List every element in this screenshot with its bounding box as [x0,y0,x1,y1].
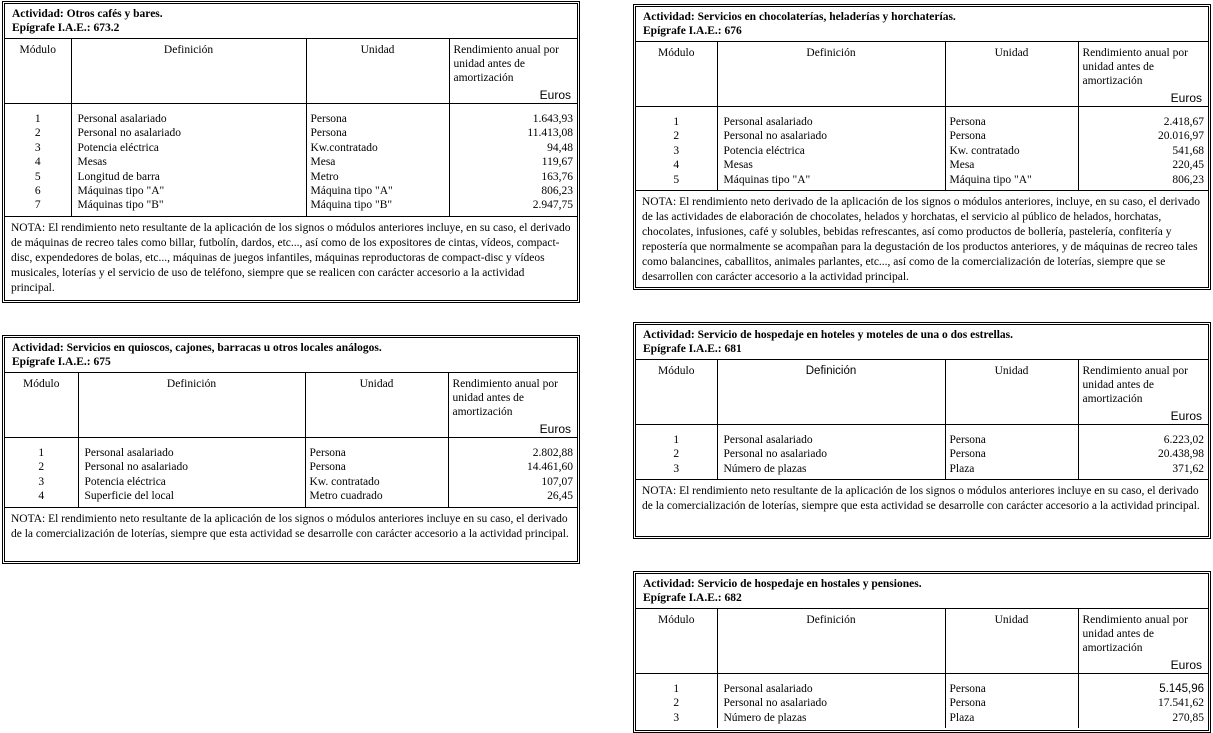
nota-text: NOTA: El rendimiento neto derivado de la aplicación de los signos o módulos anteriores, incluye, en su caso, el derivado de las actividades de elaboración de chocolates, helados y horchatas, el servicio al público de helados, horchatas, chocolates, infusiones, café y solubles, bebidas refrescantes, así como productos de bollería, pastelería, confitería y repostería que normalmente se acompañan para la degustación de los productos anteriores, y de máquinas de recreo tales como balancines, caballitos, animales parlantes, etc..., así como de la comercialización de loterías, siempre que se desarrollen con carácter accesorio a la actividad principal. [636,190,1208,289]
epigrafe-code: Epígrafe I.A.E.: 681 [643,343,742,355]
table-row [636,696,1208,710]
table-row [636,462,1208,479]
unidad-cell: Persona [945,425,1078,448]
modulo-cell: 1 [5,438,78,461]
valor-cell: 6.223,02 [1163,434,1204,446]
rendimiento-label: Rendimiento anual por unidad antes de amortización [452,378,558,418]
col-definicion: Definición [717,609,945,674]
nota-text: NOTA: El rendimiento neto resultante de la aplicación de los signos o módulos anteriores incluye en su caso, el derivado de la comercialización de loterías, siempre que esta actividad se desarrolle con carácter accesorio a la actividad principal. [636,479,1208,518]
unidad-cell: Persona [306,104,449,127]
col-unidad: Unidad [305,373,448,438]
table-row [5,475,577,489]
definicion-cell: Personal no asalariado [78,460,305,474]
unidad-cell: Persona [306,126,449,140]
euros-label: Euros [539,88,571,102]
definicion-cell: Máquinas tipo "A" [717,173,945,190]
valor-cell: 5.145,96 [1159,683,1204,695]
definicion-cell: Potencia eléctrica [78,475,305,489]
table-row [636,674,1208,697]
epigrafe-code: Epígrafe I.A.E.: 675 [12,356,111,368]
epigrafe-code: Epígrafe I.A.E.: 682 [643,592,742,604]
actividad-title: Actividad: Servicio de hospedaje en hoteles y moteles de una o dos estrellas. [643,329,1014,341]
col-unidad: Unidad [945,42,1078,107]
unidad-cell: Máquina tipo "A" [306,184,449,198]
definicion-cell: Máquinas tipo "B" [71,198,306,215]
col-rendimiento [1078,609,1208,674]
modulo-cell: 1 [636,107,717,130]
definicion-cell: Potencia eléctrica [71,141,306,155]
table-row [636,711,1208,728]
euros-label: Euros [1170,409,1202,423]
col-definicion: Definición [78,373,305,438]
unidad-cell: Kw. contratado [945,144,1078,158]
valor-cell: 371,62 [1172,462,1204,475]
unidad-cell: Persona [945,129,1078,143]
valor-cell: 163,76 [541,170,573,183]
valor-cell: 2.802,88 [532,447,573,459]
unidad-cell: Mesa [945,158,1078,172]
definicion-cell: Personal asalariado [71,104,306,127]
valor-cell: 541,68 [1172,144,1204,157]
valor-cell: 20.016,97 [1158,130,1204,143]
modulo-cell: 3 [636,711,717,728]
table-header [636,7,1208,42]
valor-cell: 17.541,62 [1158,697,1204,710]
definicion-cell: Número de plazas [717,711,945,728]
modules-table [5,39,577,216]
definicion-cell: Número de plazas [717,462,945,479]
rendimiento-label: Rendimiento anual por unidad antes de amortización [1082,47,1188,87]
table-673-2 [2,1,580,303]
table-row [5,489,577,506]
col-definicion: Definición [717,42,945,107]
modulo-cell: 2 [5,126,71,140]
unidad-cell: Kw. contratado [305,475,448,489]
modules-table [636,360,1208,479]
unidad-cell: Máquina tipo "B" [306,198,449,215]
modulo-cell: 3 [5,141,71,155]
rendimiento-label: Rendimiento anual por unidad antes de amortización [1082,365,1188,405]
euros-label: Euros [539,422,571,436]
modules-table [636,42,1208,190]
actividad-title: Actividad: Servicios en quioscos, cajones, barracas u otros locales análogos. [12,342,382,354]
definicion-cell: Potencia eléctrica [717,144,945,158]
definicion-cell: Personal no asalariado [717,129,945,143]
modulo-cell: 4 [5,155,71,169]
unidad-cell: Persona [305,438,448,461]
valor-cell: 806,23 [541,185,573,198]
modulo-cell: 3 [5,475,78,489]
col-unidad: Unidad [945,609,1078,674]
definicion-cell: Personal asalariado [78,438,305,461]
definicion-cell: Personal asalariado [717,674,945,697]
table-row [5,198,577,215]
unidad-cell: Metro [306,170,449,184]
definicion-cell: Mesas [71,155,306,169]
rendimiento-label: Rendimiento anual por unidad antes de amortización [1082,614,1188,654]
unidad-cell: Metro cuadrado [305,489,448,506]
unidad-cell: Persona [945,447,1078,461]
modulo-cell: 3 [636,462,717,479]
col-unidad: Unidad [945,360,1078,425]
unidad-cell: Persona [945,107,1078,130]
modulo-cell: 3 [636,144,717,158]
nota-text: NOTA: El rendimiento neto resultante de la aplicación de los signos o módulos anteriores incluye, en su caso, el derivado de máquinas de recreo tales como billar, futbolín, dardos, etc..., así como de los expositores de cintas, vídeos, compact-disc, expendedores de bolas, etc..., máquinas de juegos infantiles, máquinas reproductoras de compact-disc y vídeos musicales, loterías y el servicio de uso de teléfono, siempre que se realicen con carácter accesorio a la actividad principal. [5,216,577,300]
col-definicion: Definición [71,39,306,104]
col-unidad: Unidad [306,39,449,104]
epigrafe-code: Epígrafe I.A.E.: 676 [643,25,742,37]
col-modulo: Módulo [636,609,717,674]
table-682 [633,571,1211,733]
epigrafe-code: Epígrafe I.A.E.: 673.2 [12,22,120,34]
table-row [5,460,577,474]
col-definicion: Definición [717,360,945,425]
valor-cell: 94,48 [547,141,573,154]
rendimiento-label: Rendimiento anual por unidad antes de amortización [453,44,559,84]
table-header [5,338,577,373]
unidad-cell: Kw.contratado [306,141,449,155]
definicion-cell: Personal asalariado [717,425,945,448]
actividad-title: Actividad: Servicios en chocolaterías, heladerías y horchaterías. [643,11,956,23]
table-row [636,425,1208,448]
definicion-cell: Longitud de barra [71,170,306,184]
unidad-cell: Persona [945,674,1078,697]
table-header [636,574,1208,609]
table-row [5,184,577,198]
valor-cell: 14.461,60 [527,461,573,474]
unidad-cell: Mesa [306,155,449,169]
unidad-cell: Máquina tipo "A" [945,173,1078,190]
table-row [5,438,577,461]
actividad-title: Actividad: Servicio de hospedaje en hostales y pensiones. [643,578,922,590]
euros-label: Euros [1170,91,1202,105]
col-modulo: Módulo [636,42,717,107]
modulo-cell: 7 [5,198,71,215]
unidad-cell: Persona [945,696,1078,710]
valor-cell: 806,23 [1172,173,1204,186]
valor-cell: 26,45 [547,490,573,503]
col-rendimiento [449,39,577,104]
col-rendimiento [1078,360,1208,425]
modulo-cell: 2 [5,460,78,474]
valor-cell: 11.413,08 [527,127,573,140]
table-row [636,158,1208,172]
table-header [5,4,577,39]
modulo-cell: 2 [636,696,717,710]
table-header [636,325,1208,360]
definicion-cell: Personal no asalariado [717,447,945,461]
col-modulo: Módulo [5,39,71,104]
modulo-cell: 1 [636,674,717,697]
valor-cell: 1.643,93 [532,113,573,125]
valor-cell: 20.438,98 [1158,448,1204,461]
unidad-cell: Persona [305,460,448,474]
valor-cell: 2.418,67 [1163,116,1204,128]
table-row [5,104,577,127]
table-row [5,170,577,184]
modulo-cell: 4 [636,158,717,172]
table-676 [633,4,1211,290]
valor-cell: 119,67 [541,156,573,169]
col-modulo: Módulo [5,373,78,438]
valor-cell: 270,85 [1172,711,1204,724]
table-row [5,141,577,155]
modulo-cell: 5 [636,173,717,190]
valor-cell: 2.947,75 [532,199,573,212]
table-row [5,126,577,140]
valor-cell: 107,07 [541,475,573,488]
modulo-cell: 5 [5,170,71,184]
table-row [636,144,1208,158]
definicion-cell: Personal asalariado [717,107,945,130]
definicion-cell: Personal no asalariado [717,696,945,710]
unidad-cell: Plaza [945,711,1078,728]
definicion-cell: Mesas [717,158,945,172]
modules-table [636,609,1208,728]
nota-text: NOTA: El rendimiento neto resultante de la aplicación de los signos o módulos anteriores incluye en su caso, el derivado de la comercialización de loterías, siempre que esta actividad se desarrolle con carácter accesorio a la actividad principal. [5,507,577,546]
table-row [636,107,1208,130]
euros-label: Euros [1170,658,1202,672]
valor-cell: 220,45 [1172,159,1204,172]
table-row [636,129,1208,143]
definicion-cell: Máquinas tipo "A" [71,184,306,198]
table-675 [2,335,580,564]
actividad-title: Actividad: Otros cafés y bares. [12,8,163,20]
modulo-cell: 6 [5,184,71,198]
modulo-cell: 2 [636,129,717,143]
table-681 [633,322,1211,539]
unidad-cell: Plaza [945,462,1078,479]
table-row [636,173,1208,190]
table-row [5,155,577,169]
modulo-cell: 4 [5,489,78,506]
definicion-cell: Superficie del local [78,489,305,506]
col-rendimiento [448,373,577,438]
col-modulo: Módulo [636,360,717,425]
modulo-cell: 1 [636,425,717,448]
table-row [636,447,1208,461]
modulo-cell: 2 [636,447,717,461]
col-rendimiento [1078,42,1208,107]
definicion-cell: Personal no asalariado [71,126,306,140]
modules-table [5,373,577,507]
modulo-cell: 1 [5,104,71,127]
